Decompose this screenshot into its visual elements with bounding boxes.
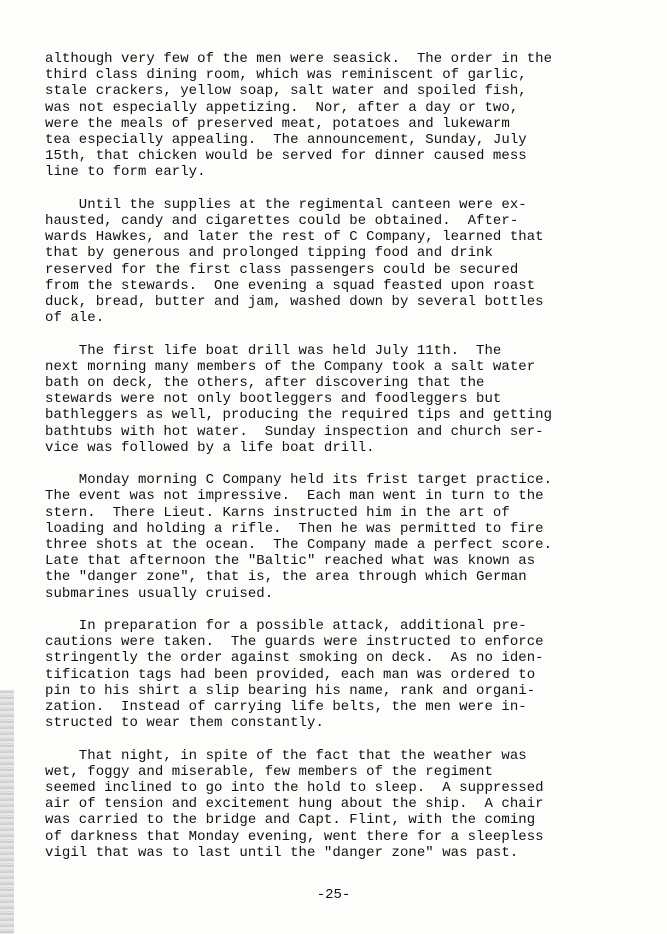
text-line: bathtubs with hot water. Sunday inspection and church ser-: [45, 423, 544, 440]
text-line: tification tags had been provided, each man was ordered to: [45, 666, 536, 683]
text-line: tea especially appealing. The announcement, Sunday, July: [45, 132, 527, 149]
text-line: That night, in spite of the fact that the weather was: [45, 747, 527, 764]
text-line: vigil that was to last until the "danger zone" was past.: [45, 844, 519, 861]
text-line: next morning many members of the Company took a salt water: [45, 358, 536, 375]
text-line: The event was not impressive. Each man went in turn to the: [45, 488, 544, 505]
text-line: Late that afternoon the "Baltic" reached what was known as: [45, 553, 536, 570]
text-line: stringently the order against smoking on deck. As no iden-: [45, 650, 544, 667]
text-line: stale crackers, yellow soap, salt water and spoiled fish,: [45, 83, 527, 100]
text-line: pin to his shirt a slip bearing his name, rank and organi-: [45, 682, 536, 699]
page-number: -25-: [316, 887, 351, 903]
paragraph-2: [45, 197, 635, 327]
text-line: were the meals of preserved meat, potatoes and lukewarm: [45, 115, 510, 132]
text-line: stewards were not only bootleggers and foodleggers but: [45, 391, 502, 408]
text-line: Monday morning C Company held its frist target practice.: [45, 472, 553, 489]
text-line: of darkness that Monday evening, went there for a sleepless: [45, 828, 544, 845]
text-line: air of tension and excitement hung about the ship. A chair: [45, 796, 544, 813]
text-line: Until the supplies at the regimental canteen were ex-: [45, 196, 527, 213]
text-line: bathleggers as well, producing the required tips and getting: [45, 407, 553, 424]
paragraph-3: [45, 343, 635, 456]
text-line: the "danger zone", that is, the area through which German: [45, 569, 527, 586]
text-line: vice was followed by a life boat drill.: [45, 439, 375, 456]
text-line: bath on deck, the others, after discovering that the: [45, 375, 485, 392]
text-line: reserved for the first class passengers could be secured: [45, 261, 519, 278]
text-line: third class dining room, which was reminiscent of garlic,: [45, 67, 527, 84]
text-line: cautions were taken. The guards were instructed to enforce: [45, 634, 544, 651]
text-line: was carried to the bridge and Capt. Flint, with the coming: [45, 812, 536, 829]
text-line: 15th, that chicken would be served for dinner caused mess: [45, 148, 527, 165]
text-line: hausted, candy and cigarettes could be obtained. After-: [45, 213, 519, 230]
text-line: although very few of the men were seasick. The order in the: [45, 51, 553, 67]
body-text: [45, 51, 635, 877]
text-line: The first life boat drill was held July 11th. The: [45, 342, 502, 359]
text-line: stern. There Lieut. Karns instructed him in the art of: [45, 504, 510, 521]
text-line: loading and holding a rifle. Then he was permitted to fire: [45, 520, 544, 537]
text-line: zation. Instead of carrying life belts, the men were in-: [45, 699, 527, 716]
text-line: was not especially appetizing. Nor, after a day or two,: [45, 99, 519, 116]
paragraph-1: [45, 51, 635, 181]
text-line: from the stewards. One evening a squad feasted upon roast: [45, 277, 536, 294]
text-line: In preparation for a possible attack, additional pre-: [45, 618, 527, 635]
text-line: duck, bread, butter and jam, washed down by several bottles: [45, 294, 544, 311]
paragraph-5: [45, 618, 635, 731]
text-line: of ale.: [45, 310, 105, 327]
text-line: submarines usually cruised.: [45, 585, 274, 602]
text-line: wards Hawkes, and later the rest of C Company, learned that: [45, 229, 544, 246]
paragraph-4: [45, 472, 635, 602]
paragraph-6: [45, 748, 635, 861]
text-line: that by generous and prolonged tipping food and drink: [45, 245, 493, 262]
text-line: seemed inclined to go into the hold to sleep. A suppressed: [45, 780, 544, 797]
text-line: three shots at the ocean. The Company made a perfect score.: [45, 537, 553, 554]
text-line: structed to wear them constantly.: [45, 715, 324, 732]
text-line: line to form early.: [45, 164, 206, 181]
text-line: wet, foggy and miserable, few members of the regiment: [45, 763, 493, 780]
